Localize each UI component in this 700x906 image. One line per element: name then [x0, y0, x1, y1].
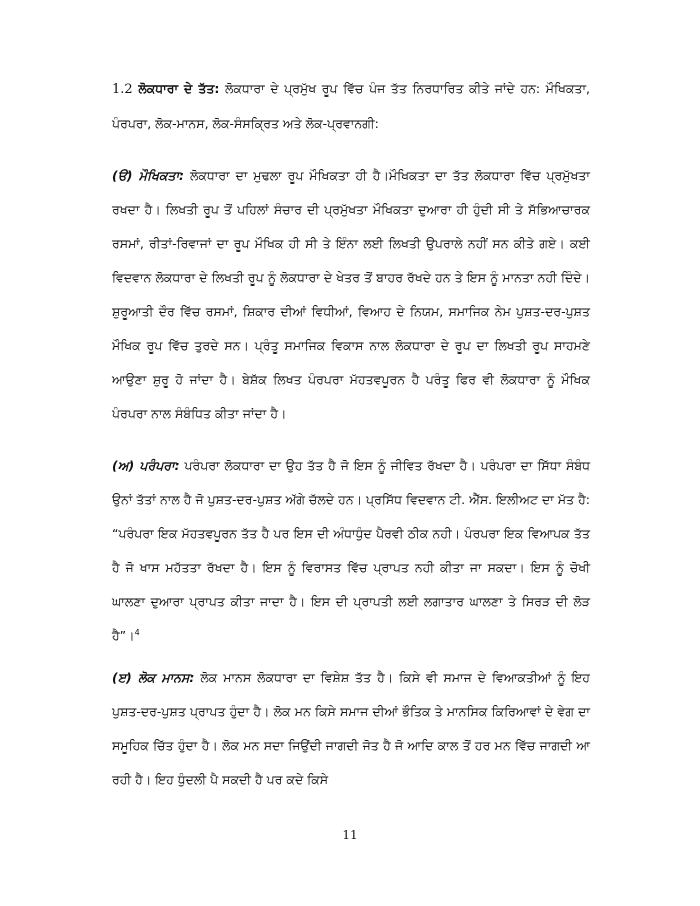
page-number: 11: [342, 828, 358, 842]
footnote-marker: 4: [134, 627, 140, 637]
subheading-orality: (ੳ) ਮੌਖਿਕਤਾ:: [112, 168, 185, 183]
subheading-tradition: (ਅ) ਪਰੰਪਰਾ:: [112, 458, 180, 473]
paragraph-folk-mind-text: ਲੋਕ ਮਾਨਸ ਲੋਕਧਾਰਾ ਦਾ ਵਿਸ਼ੇਸ਼ ਤੱਤ ਹੈ। ਕਿਸੇ ਵੀ ਸਮਾਜ ਦੇ ਵਿਆਕਤੀਆਂ ਨੂੰ ਇਹ ਪੁਸ਼ਤ-ਦਰ-ਪੁਸ਼ਤ ਪ੍ਰਾਪਤ ਹੁੰਦਾ ਹੈ। ਲੋਕ ਮਨ ਕਿਸੇ ਸਮਾਜ ਦੀਆਂ ਭੌਤਿਕ ਤੇ ਮਾਨਸਿਕ ਕਿਰਿਆਵਾਂ ਦੇ ਵੇਗ ਦਾ ਸਮੂਹਿਕ ਚਿੱਤ ਹੁੰਦਾ ਹੈ। ਲੋਕ ਮਨ ਸਦਾ ਜਿਉਂਦੀ ਜਾਗਦੀ ਜੋਤ ਹੈ ਜੋ ਆਦਿ ਕਾਲ ਤੋਂ ਹਰ ਮਨ ਵਿੱਚ ਜਾਗਦੀ ਆ ਰਹੀ ਹੈ। ਇਹ ਧੁੰਦਲੀ ਪੈ ਸਕਦੀ ਹੈ ਪਰ ਕਦੇ ਕਿਸੇ: [112, 670, 590, 787]
paragraph-folk-mind: [112, 661, 590, 797]
section-intro-text: ਲੋਕਧਾਰਾ ਦੇ ਪ੍ਰਮੁੱਖ ਰੂਪ ਵਿੱਚ ਪੰਜ ਤੱਤ ਨਿਰਧਾਰਿਤ ਕੀਤੇ ਜਾਂਦੇ ਹਨ: ਮੌਖਿਕਤਾ, ਪੰਰਪਰਾ, ਲੋਕ-ਮਾਨਸ, ਲੋਕ-ਸੰਸਕ੍ਰਿਤ ਅਤੇ ਲੋਕ-ਪ੍ਰਵਾਨਗੀ:: [112, 81, 591, 131]
page-body: [112, 72, 590, 797]
section-number: 1.2: [112, 82, 133, 97]
paragraph-orality: [112, 159, 590, 431]
subheading-folk-mind: (ੲ) ਲੋਕ ਮਾਨਸ:: [112, 670, 195, 685]
paragraph-tradition: [112, 449, 590, 653]
section-heading: ਲੋਕਧਾਰਾ ਦੇ ਤੱਤ:: [138, 81, 220, 96]
paragraph-tradition-text: ਪਰੰਪਰਾ ਲੋਕਧਾਰਾ ਦਾ ਉਹ ਤੱਤ ਹੈ ਜੋ ਇਸ ਨੂੰ ਜੀਵਿਤ ਰੱਖਦਾ ਹੈ। ਪਰੰਪਰਾ ਦਾ ਸਿੱਧਾ ਸੰਬੰਧ ਉਨਾਂ ਤੱਤਾਂ ਨਾਲ ਹੈ ਜੋ ਪੁਸ਼ਤ-ਦਰ-ਪੁਸ਼ਤ ਅੱਗੇ ਚੱਲਦੇ ਹਨ। ਪ੍ਰਸਿੱਧ ਵਿਦਵਾਨ ਟੀ. ਐੱਸ. ਇਲੀਅਟ ਦਾ ਮੱਤ ਹੈ: “ਪਰੰਪਰਾ ਇਕ ਮੱਹਤਵਪੂਰਨ ਤੱਤ ਹੈ ਪਰ ਇਸ ਦੀ ਅੰਧਾਧੁੰਦ ਪੈਰਵੀ ਠੀਕ ਨਹੀ। ਪੰਰਪਰਾ ਇਕ ਵਿਆਪਕ ਤੱਤ ਹੈ ਜੋ ਖਾਸ ਮਹੱਤਤਾ ਰੱਖਦਾ ਹੈ। ਇਸ ਨੂੰ ਵਿਰਾਸਤ ਵਿੱਚ ਪ੍ਰਾਪਤ ਨਹੀ ਕੀਤਾ ਜਾ ਸਕਦਾ। ਇਸ ਨੂੰ ਚੋਖੀ ਘਾਲਣਾ ਦੁਆਰਾ ਪ੍ਰਾਪਤ ਕੀਤਾ ਜਾਦਾ ਹੈ। ਇਸ ਦੀ ਪ੍ਰਾਪਤੀ ਲਈ ਲਗਾਤਾਰ ਘਾਲਣਾ ਤੇ ਸਿਰੜ ਦੀ ਲੋੜ ਹੈ”।: [112, 458, 590, 643]
section-intro-paragraph: [112, 72, 590, 141]
paragraph-orality-text: ਲੋਕਧਾਰਾ ਦਾ ਮੁਢਲਾ ਰੂਪ ਮੌਖਿਕਤਾ ਹੀ ਹੈ।ਮੌਖਿਕਤਾ ਦਾ ਤੱਤ ਲੋਕਧਾਰਾ ਵਿੱਚ ਪ੍ਰਮੁੱਖਤਾ ਰਖਦਾ ਹੈ। ਲਿਖਤੀ ਰੂਪ ਤੋਂ ਪਹਿਲਾਂ ਸੰਚਾਰ ਦੀ ਪ੍ਰਮੁੱਖਤਾ ਮੌਖਿਕਤਾ ਦੁਆਰਾ ਹੀ ਹੁੰਦੀ ਸੀ ਤੇ ਸੱਭਿਆਚਾਰਕ ਰਸਮਾਂ, ਰੀਤਾਂ-ਰਿਵਾਜਾਂ ਦਾ ਰੂਪ ਮੌਖਿਕ ਹੀ ਸੀ ਤੇ ਇੰਨਾ ਲਈ ਲਿਖਤੀ ਉਪਰਾਲੇ ਨਹੀਂ ਸਨ ਕੀਤੇ ਗਏ। ਕਈ ਵਿਦਵਾਨ ਲੋਕਧਾਰਾ ਦੇ ਲਿਖਤੀ ਰੂਪ ਨੂੰ ਲੋਕਧਾਰਾ ਦੇ ਖੇਤਰ ਤੋਂ ਬਾਹਰ ਰੱਖਦੇ ਹਨ ਤੇ ਇਸ ਨੂੰ ਮਾਨਤਾ ਨਹੀ ਦਿੰਦੇ। ਸ਼ੁਰੂਆਤੀ ਦੌਰ ਵਿੱਚ ਰਸਮਾਂ, ਸ਼ਿਕਾਰ ਦੀਆਂ ਵਿਧੀਆਂ, ਵਿਆਹ ਦੇ ਨਿਯਮ, ਸਮਾਜਿਕ ਨੇਮ ਪੁਸ਼ਤ-ਦਰ-ਪੁਸ਼ਤ ਮੌਖਿਕ ਰੂਪ ਵਿੱਚ ਤੁਰਦੇ ਸਨ। ਪ੍ਰੰਤੂ ਸਮਾਜਿਕ ਵਿਕਾਸ ਨਾਲ ਲੋਕਧਾਰਾ ਦੇ ਰੂਪ ਦਾ ਲਿਖਤੀ ਰੂਪ ਸਾਹਮਣੇ ਆਉਣਾ ਸ਼ੁਰੂ ਹੋ ਜਾਂਦਾ ਹੈ। ਬੇਸ਼ੱਕ ਲਿਖਤ ਪੰਰਪਰਾ ਮੱਹਤਵਪੂਰਨ ਹੈ ਪਰੰਤੂ ਫਿਰ ਵੀ ਲੋਕਧਾਰਾ ਨੂੰ ਮੌਖਿਕ ਪੰਰਪਰਾ ਨਾਲ ਸੰਬੰਧਿਤ ਕੀਤਾ ਜਾਂਦਾ ਹੈ।: [112, 168, 590, 421]
